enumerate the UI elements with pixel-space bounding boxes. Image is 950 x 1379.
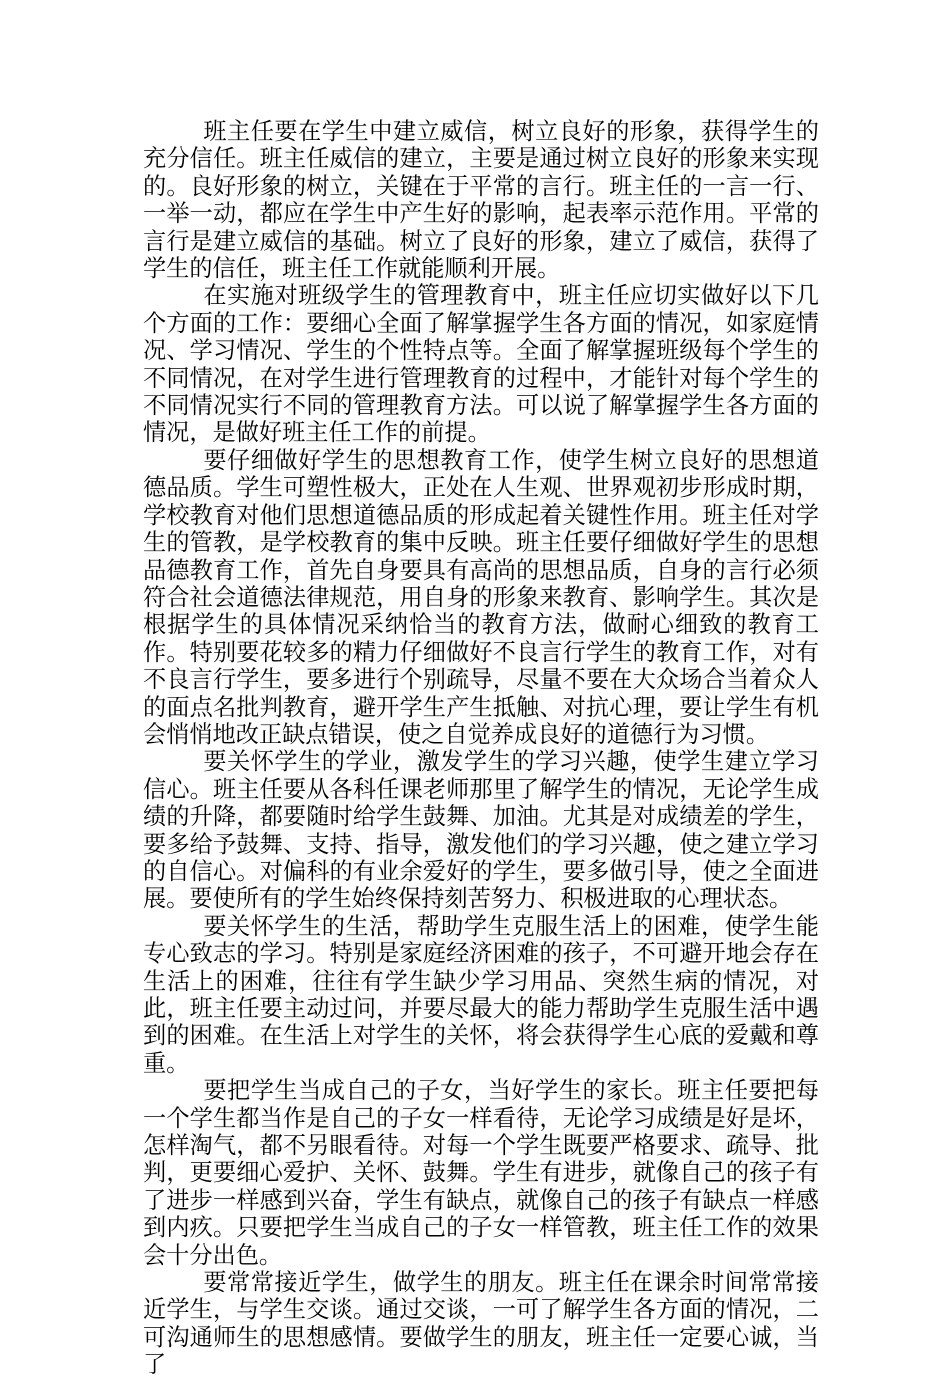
paragraph-7: 要常常接近学生，做学生的朋友。班主任在课余时间常常接近学生，与学生交谈。通过交谈，一可了解学生各方面的情况，二可沟通师生的思想感情。要做学生的朋友，班主任一定要心诚，当了 — [143, 1269, 819, 1379]
paragraph-1: 班主任要在学生中建立威信，树立良好的形象，获得学生的充分信任。班主任威信的建立，主要是通过树立良好的形象来实现的。良好形象的树立，关键在于平常的言行。班主任的一言一行、一举一动，都应在学生中产生好的影响，起表率示范作用。平常的言行是建立威信的基础。树立了良好的形象，建立了威信，获得了学生的信任，班主任工作就能顺利开展。 — [143, 118, 819, 283]
paragraph-3: 要仔细做好学生的思想教育工作，使学生树立良好的思想道德品质。学生可塑性极大，正处在人生观、世界观初步形成时期，学校教育对他们思想道德品质的形成起着关键性作用。班主任对学生的管教，是学校教育的集中反映。班主任要仔细做好学生的思想品德教育工作，首先自身要具有高尚的思想品质，自身的言行必须符合社会道德法律规范，用自身的形象来教育、影响学生。其次是根据学生的具体情况采纳恰当的教育方法，做耐心细致的教育工作。特别要花较多的精力仔细做好不良言行学生的教育工作，对有不良言行学生，要多进行个别疏导，尽量不要在大众场合当着众人的面点名批判教育，避开学生产生抵触、对抗心理，要让学生有机会悄悄地改正缺点错误，使之自觉养成良好的道德行为习惯。 — [143, 446, 819, 748]
paragraph-2: 在实施对班级学生的管理教育中，班主任应切实做好以下几个方面的工作：要细心全面了解掌握学生各方面的情况，如家庭情况、学习情况、学生的个性特点等。全面了解掌握班级每个学生的不同情况，在对学生进行管理教育的过程中，才能针对每个学生的不同情况实行不同的管理教育方法。可以说了解掌握学生各方面的情况，是做好班主任工作的前提。 — [143, 282, 819, 447]
paragraph-5: 要关怀学生的生活，帮助学生克服生活上的困难，使学生能专心致志的学习。特别是家庭经济困难的孩子，不可避开地会存在生活上的困难，往往有学生缺少学习用品、突然生病的情况，对此，班主任要主动过问，并要尽最大的能力帮助学生克服生活中遇到的困难。在生活上对学生的关怀，将会获得学生心底的爱戴和尊重。 — [143, 912, 819, 1077]
paragraph-6: 要把学生当成自己的子女，当好学生的家长。班主任要把每一个学生都当作是自己的子女一样看待，无论学习成绩是好是坏，怎样淘气，都不另眼看待。对每一个学生既要严格要求、疏导、批判，更要细心爱护、关怀、鼓舞。学生有进步，就像自己的孩子有了进步一样感到兴奋，学生有缺点，就像自己的孩子有缺点一样感到内疚。只要把学生当成自己的子女一样管教，班主任工作的效果会十分出色。 — [143, 1077, 819, 1269]
document-body — [143, 118, 819, 1379]
paragraph-4: 要关怀学生的学业，激发学生的学习兴趣，使学生建立学习信心。班主任要从各科任课老师那里了解学生的情况，无论学生成绩的升降，都要随时给学生鼓舞、加油。尤其是对成绩差的学生，要多给予鼓舞、支持、指导，激发他们的学习兴趣，使之建立学习的自信心。对偏科的有业余爱好的学生，要多做引导，使之全面进展。要使所有的学生始终保持刻苦努力、积极进取的心理状态。 — [143, 748, 819, 913]
